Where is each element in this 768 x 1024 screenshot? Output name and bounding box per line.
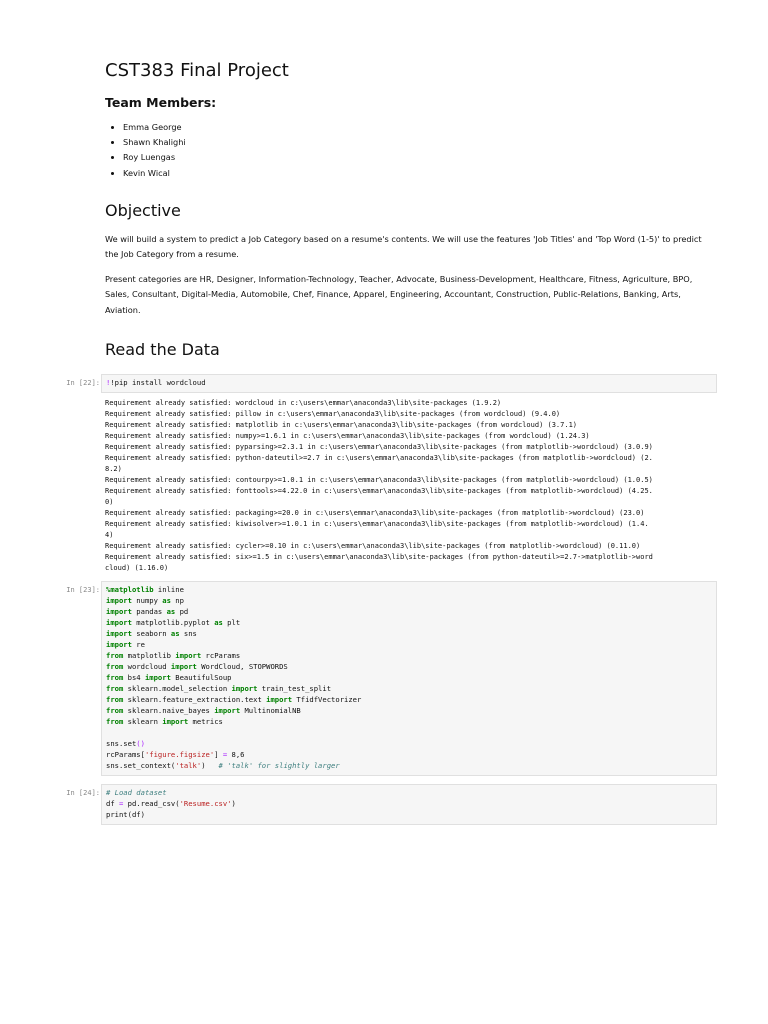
code-token: import — [144, 673, 171, 682]
code-token: pd — [175, 607, 189, 616]
code-token: bs4 — [123, 673, 145, 682]
code-token: sns.set — [106, 739, 137, 748]
code-line — [106, 749, 712, 760]
notebook-title: CST383 Final Project — [105, 60, 289, 81]
cell-prompt-24: In [24]: — [66, 789, 100, 797]
output-line: Requirement already satisfied: packaging>=20.0 in c:\users\emmar\anaconda3\lib\site-packages (from matplotlib->wordcloud) (23.0) — [105, 509, 645, 517]
code-token: from — [106, 717, 124, 726]
output-line: 0) — [105, 498, 114, 506]
team-member: • Roy Luengas — [123, 150, 717, 165]
output-line: Requirement already satisfied: contourpy>=1.0.1 in c:\users\emmar\anaconda3\lib\site-packages (from matplotlib->wordcloud) (1.0.5) — [105, 476, 653, 484]
code-token: ] — [214, 750, 223, 759]
code-line — [106, 809, 712, 820]
cell-prompt-23: In [23]: — [66, 586, 100, 594]
code-line — [106, 628, 712, 639]
code-token: sklearn.feature_extraction.text — [123, 695, 267, 704]
code-token: sklearn.model_selection — [123, 684, 232, 693]
team-heading: Team Members: — [105, 95, 217, 110]
code-token: np — [170, 596, 184, 605]
code-line — [106, 639, 712, 650]
code-token: re — [131, 640, 145, 649]
code-token: 8,6 — [227, 750, 245, 759]
team-list — [105, 120, 717, 181]
code-line — [106, 727, 712, 738]
code-token: TfidfVectorizer — [292, 695, 362, 704]
code-line — [106, 650, 712, 661]
code-token: import — [266, 695, 293, 704]
code-line — [106, 584, 712, 595]
cell-output-22 — [105, 398, 717, 574]
code-token: ) — [231, 799, 236, 808]
code-token: sklearn.naive_bayes — [123, 706, 215, 715]
code-token: 'Resume.csv' — [179, 799, 232, 808]
code-token: import — [175, 651, 202, 660]
code-token: import — [214, 706, 241, 715]
output-line: Requirement already satisfied: six>=1.5 in c:\users\emmar\anaconda3\lib\site-packages (from python-dateutil>=2.7->matplotlib->word — [105, 553, 653, 561]
objective-heading: Objective — [105, 200, 181, 220]
code-token: as — [170, 629, 180, 638]
code-token: df — [106, 799, 119, 808]
output-line: Requirement already satisfied: kiwisolver>=1.0.1 in c:\users\emmar\anaconda3\lib\site-packages (from matplotlib->wordcloud) (1.4. — [105, 520, 649, 528]
code-token: 'talk' — [175, 761, 202, 770]
code-line — [106, 683, 712, 694]
code-line — [106, 694, 712, 705]
code-token: as — [162, 596, 171, 605]
output-line: Requirement already satisfied: cycler>=0.10 in c:\users\emmar\anaconda3\lib\site-packages (from matplotlib->wordcloud) (0.11.0) — [105, 542, 641, 550]
code-token: from — [106, 651, 124, 660]
code-token: import — [106, 618, 132, 627]
output-line: Requirement already satisfied: wordcloud in c:\users\emmar\anaconda3\lib\site-packages (1.9.2) — [105, 399, 502, 407]
code-line — [106, 661, 712, 672]
pip-command: !pip install wordcloud — [110, 378, 206, 387]
code-token: 'figure.figsize' — [144, 750, 215, 759]
code-token: import — [162, 717, 189, 726]
output-line: Requirement already satisfied: pillow in c:\users\emmar\anaconda3\lib\site-packages (from wordcloud) (9.4.0) — [105, 410, 561, 418]
code-token: pandas — [131, 607, 167, 616]
code-token: import — [106, 640, 132, 649]
code-token: sns — [179, 629, 197, 638]
code-token: sns.set_context( — [106, 761, 176, 770]
code-token: # Load dataset — [106, 788, 167, 797]
output-line: Requirement already satisfied: python-dateutil>=2.7 in c:\users\emmar\anaconda3\lib\site-packages (from matplotlib->wordcloud) (2. — [105, 454, 653, 462]
objective-paragraph-2: Present categories are HR, Designer, Information-Technology, Teacher, Advocate, Business-Development, Healthcare, Fitness, Agriculture, BPO, Sales, Consultant, Digital-Media, Automobile, Chef, Finance, Apparel, Engineering, Accountant, Construction, Public-Relations, Banking, Arts, Aviation. — [105, 274, 693, 315]
output-line: Requirement already satisfied: numpy>=1.6.1 in c:\users\emmar\anaconda3\lib\site-packages (from wordcloud) (1.24.3) — [105, 432, 590, 440]
code-line — [106, 672, 712, 683]
code-line — [106, 617, 712, 628]
code-token: () — [136, 739, 145, 748]
code-token: matplotlib.pyplot — [131, 618, 215, 627]
code-token: pd.read_csv( — [123, 799, 180, 808]
code-line: !!pip install wordcloud — [106, 378, 206, 387]
code-token: train_test_split — [257, 684, 332, 693]
code-cell-24-input[interactable] — [101, 784, 717, 825]
code-line — [106, 798, 712, 809]
code-line — [106, 716, 712, 727]
code-line — [106, 595, 712, 606]
code-token: import — [106, 607, 132, 616]
output-line: 8.2) — [105, 465, 122, 473]
code-token: import — [170, 662, 197, 671]
code-token: from — [106, 673, 124, 682]
code-token: ) — [201, 761, 219, 770]
cell-prompt-22: In [22]: — [66, 379, 100, 387]
code-token: from — [106, 684, 124, 693]
objective-paragraph-1: We will build a system to predict a Job Category based on a resume's contents. We will use the features 'Job Titles' and 'Top Word (1-5)' to predict the Job Category from a resume. — [105, 233, 702, 260]
code-cell-22-input[interactable] — [101, 374, 717, 393]
code-token: from — [106, 695, 124, 704]
team-member: • Shawn Khalighi — [123, 135, 717, 150]
code-line — [106, 606, 712, 617]
code-token: import — [106, 596, 132, 605]
code-token: wordcloud — [123, 662, 171, 671]
code-token: inline — [153, 585, 184, 594]
code-token: rcParams[ — [106, 750, 145, 759]
code-token: = — [118, 799, 124, 808]
code-token: plt — [222, 618, 241, 627]
code-token: from — [106, 662, 124, 671]
code-token: # 'talk' for slightly larger — [218, 761, 340, 770]
code-token: sklearn — [123, 717, 163, 726]
markdown-cell — [105, 60, 717, 359]
code-token: as — [166, 607, 176, 616]
output-line: Requirement already satisfied: pyparsing>=2.3.1 in c:\users\emmar\anaconda3\lib\site-packages (from matplotlib->wordcloud) (3.0.9) — [105, 443, 653, 451]
output-line: Requirement already satisfied: matplotlib in c:\users\emmar\anaconda3\lib\site-packages (from wordcloud) (3.7.1) — [105, 421, 578, 429]
code-token: = — [222, 750, 228, 759]
code-token: seaborn — [131, 629, 171, 638]
code-token: import — [106, 629, 132, 638]
code-token: from — [106, 706, 124, 715]
code-token: numpy — [131, 596, 163, 605]
output-line: 4) — [105, 531, 114, 539]
code-token: import — [231, 684, 258, 693]
code-token: metrics — [188, 717, 223, 726]
output-line: cloud) (1.16.0) — [105, 564, 169, 572]
code-token: matplotlib — [123, 651, 176, 660]
code-line — [106, 705, 712, 716]
code-token: WordCloud, STOPWORDS — [196, 662, 288, 671]
code-line — [106, 738, 712, 749]
code-token: as — [214, 618, 223, 627]
code-token: rcParams — [201, 651, 241, 660]
team-member: • Emma George — [123, 120, 717, 135]
code-line — [106, 787, 712, 798]
team-member: • Kevin Wical — [123, 166, 717, 181]
code-token: BeautifulSoup — [170, 673, 232, 682]
code-token: MultinomialNB — [240, 706, 301, 715]
output-line: Requirement already satisfied: fonttools>=4.22.0 in c:\users\emmar\anaconda3\lib\site-packages (from matplotlib->wordcloud) (4.25. — [105, 487, 653, 495]
code-cell-23-input[interactable] — [101, 581, 717, 776]
code-line — [106, 760, 712, 771]
code-token: %matplotlib — [106, 585, 154, 594]
read-data-heading: Read the Data — [105, 339, 220, 359]
code-token: print(df) — [106, 810, 145, 819]
